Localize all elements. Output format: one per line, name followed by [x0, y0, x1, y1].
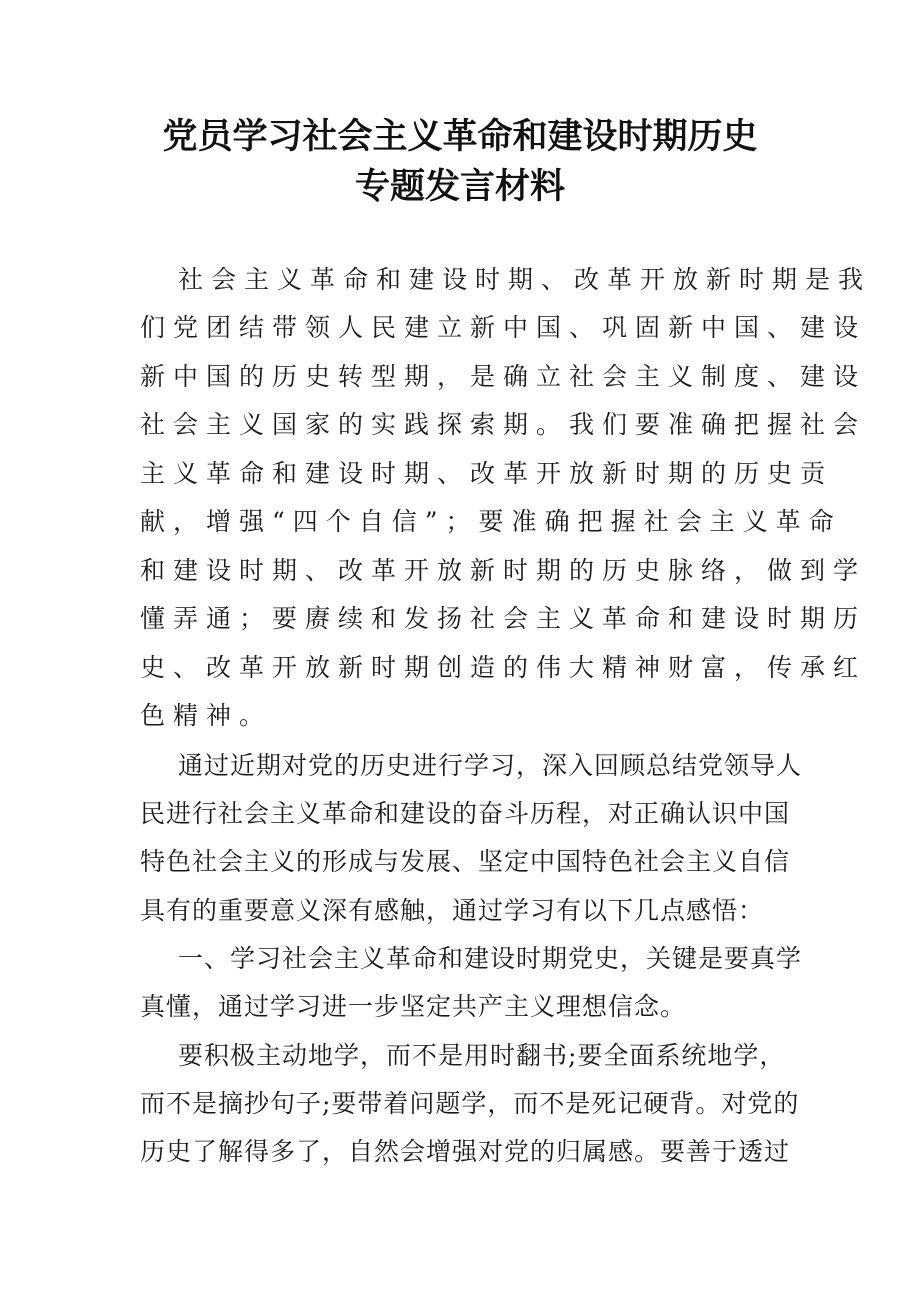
- body-line: 懂弄通；要赓续和发扬社会主义革命和建设时期历: [140, 604, 867, 633]
- body-line: 和建设时期、改革开放新时期的历史脉络，做到学: [140, 556, 867, 585]
- body-line: 而不是摘抄句子;要带着问题学，而不是死记硬背。对党的: [140, 1089, 800, 1118]
- document-title-line-1: 党员学习社会主义革命和建设时期历史: [162, 117, 758, 157]
- body-line: 要积极主动地学，而不是用时翻书;要全面系统地学，: [178, 1041, 786, 1070]
- body-line: 通过近期对党的历史进行学习，深入回顾总结党领导人: [178, 751, 803, 780]
- body-line: 色精神。: [140, 701, 273, 730]
- body-line: 社会主义革命和建设时期、改革开放新时期是我: [178, 265, 872, 294]
- body-line: 新中国的历史转型期，是确立社会主义制度、建设: [140, 362, 867, 391]
- body-line: 社会主义国家的实践探索期。我们要准确把握社会: [140, 410, 867, 439]
- body-line: 们党团结带领人民建立新中国、巩固新中国、建设: [140, 313, 867, 342]
- body-line: 特色社会主义的形成与发展、坚定中国特色社会主义自信: [140, 847, 791, 876]
- body-line: 具有的重要意义深有感触，通过学习有以下几点感悟：: [140, 896, 765, 925]
- body-line: 真懂，通过学习进一步坚定共产主义理想信念。: [140, 992, 687, 1021]
- body-line: 民进行社会主义革命和建设的奋斗历程，对正确认识中国: [140, 799, 791, 828]
- body-line: 一、学习社会主义革命和建设时期党史，关键是要真学: [178, 944, 803, 973]
- body-line: 史、改革开放新时期创造的伟大精神财富，传承红: [140, 653, 867, 682]
- body-line: 主义革命和建设时期、改革开放新时期的历史贡: [140, 459, 834, 488]
- body-line: 献，增强“四个自信”；要准确把握社会主义革命: [140, 507, 842, 536]
- document-title-line-2: 专题发言材料: [354, 167, 565, 207]
- body-line: 历史了解得多了，自然会增强对党的归属感。要善于透过: [140, 1137, 791, 1166]
